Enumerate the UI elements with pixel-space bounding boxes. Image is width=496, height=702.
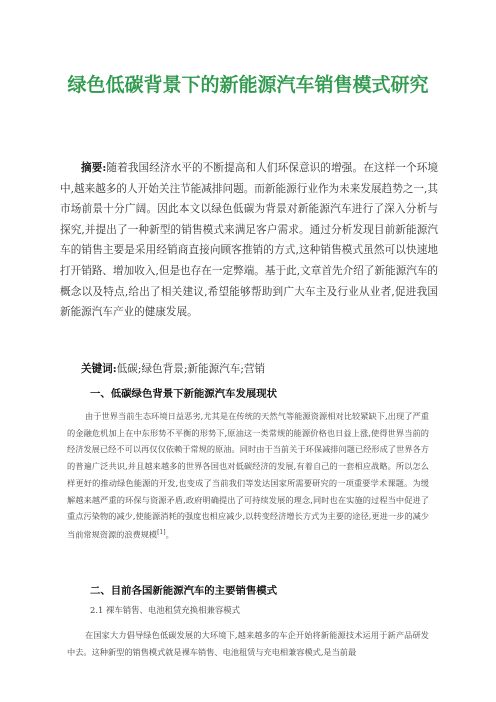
- section-2-heading: 二、目前各国新能源汽车的主要销售模式: [90, 585, 278, 597]
- keywords-label: 关键词:: [81, 363, 117, 375]
- section-1-text: 由于世界当前生态环境日益恶劣,尤其是在传统的天然气等能源资源相对比较紧缺下,出现了严重的金融危机加上在中东形势不平衡的形势下,原油这一类常规的能源价格也日益上涨,使得世界当前的经济发展已经不可以再仅仅依赖于常规的原油。同时由于当前关于环保减排问题已经形成了世界各方的普遍广泛共识,并且越来越多的世界各国也对低碳经济的发展,有着自己的一套相应战略。所以怎么样更好的推动绿色能源的开发,也变成了当前我们等发达国家所需要研究的一项重要学术课题。为缓解越来越严重的环保与资源矛盾,政府明确提出了可持续发展的理念,同时也在实施的过程当中促进了重点污染物的减少,使能源消耗的强度也相应减少,以转变经济增长方式为主要的途径,更进一步的减少当前常规资源的浪费规模: [67, 411, 429, 540]
- paper-title: 绿色低碳背景下的新能源汽车销售模式研究: [67, 74, 429, 96]
- keywords: [60, 360, 438, 378]
- citation-ref: [1]: [157, 528, 166, 536]
- subsection-2-1-heading: 2.1 裸车销售、电池租赁充换相兼容模式: [90, 605, 240, 615]
- section-2-paragraph: 在国家大力倡导绿色低碳发展的大环境下,越来越多的车企开始将新能源技术运用于新产品研发中去。这种新型的销售模式就是裸车销售、电池租赁与充电相兼容模式,是当前最: [67, 630, 429, 657]
- section-1-heading: 一、低碳绿色背景下新能源汽车发展现状: [90, 388, 278, 400]
- keywords-text: 低碳;绿色背景;新能源汽车;营销: [116, 363, 266, 375]
- abstract-text: 随着我国经济水平的不断提高和人们环保意识的增强。在这样一个环境中,越来越多的人开始关注节能减排问题。而新能源行业作为未来发展趋势之一,其市场前景十分广阔。因此本文以绿色低碳为背景对新能源汽车进行了深入分析与探究,并提出了一种新型的销售模式来满足客户需求。通过分析发现目前新能源汽车的销售主要是采用经销商直接向顾客推销的方式,这种销售模式虽然可以快速地打开销路、增加收入,但是也存在一定弊端。基于此,文章首先介绍了新能源汽车的概念以及特点,给出了相关建议,希望能够帮助到广大车主及行业从业者,促进我国新能源汽车产业的健康发展。: [60, 162, 438, 319]
- abstract-label: 摘要:: [81, 162, 107, 174]
- section-1-end: 。: [165, 529, 174, 540]
- section-1-paragraph: [67, 408, 429, 543]
- abstract: [60, 158, 438, 323]
